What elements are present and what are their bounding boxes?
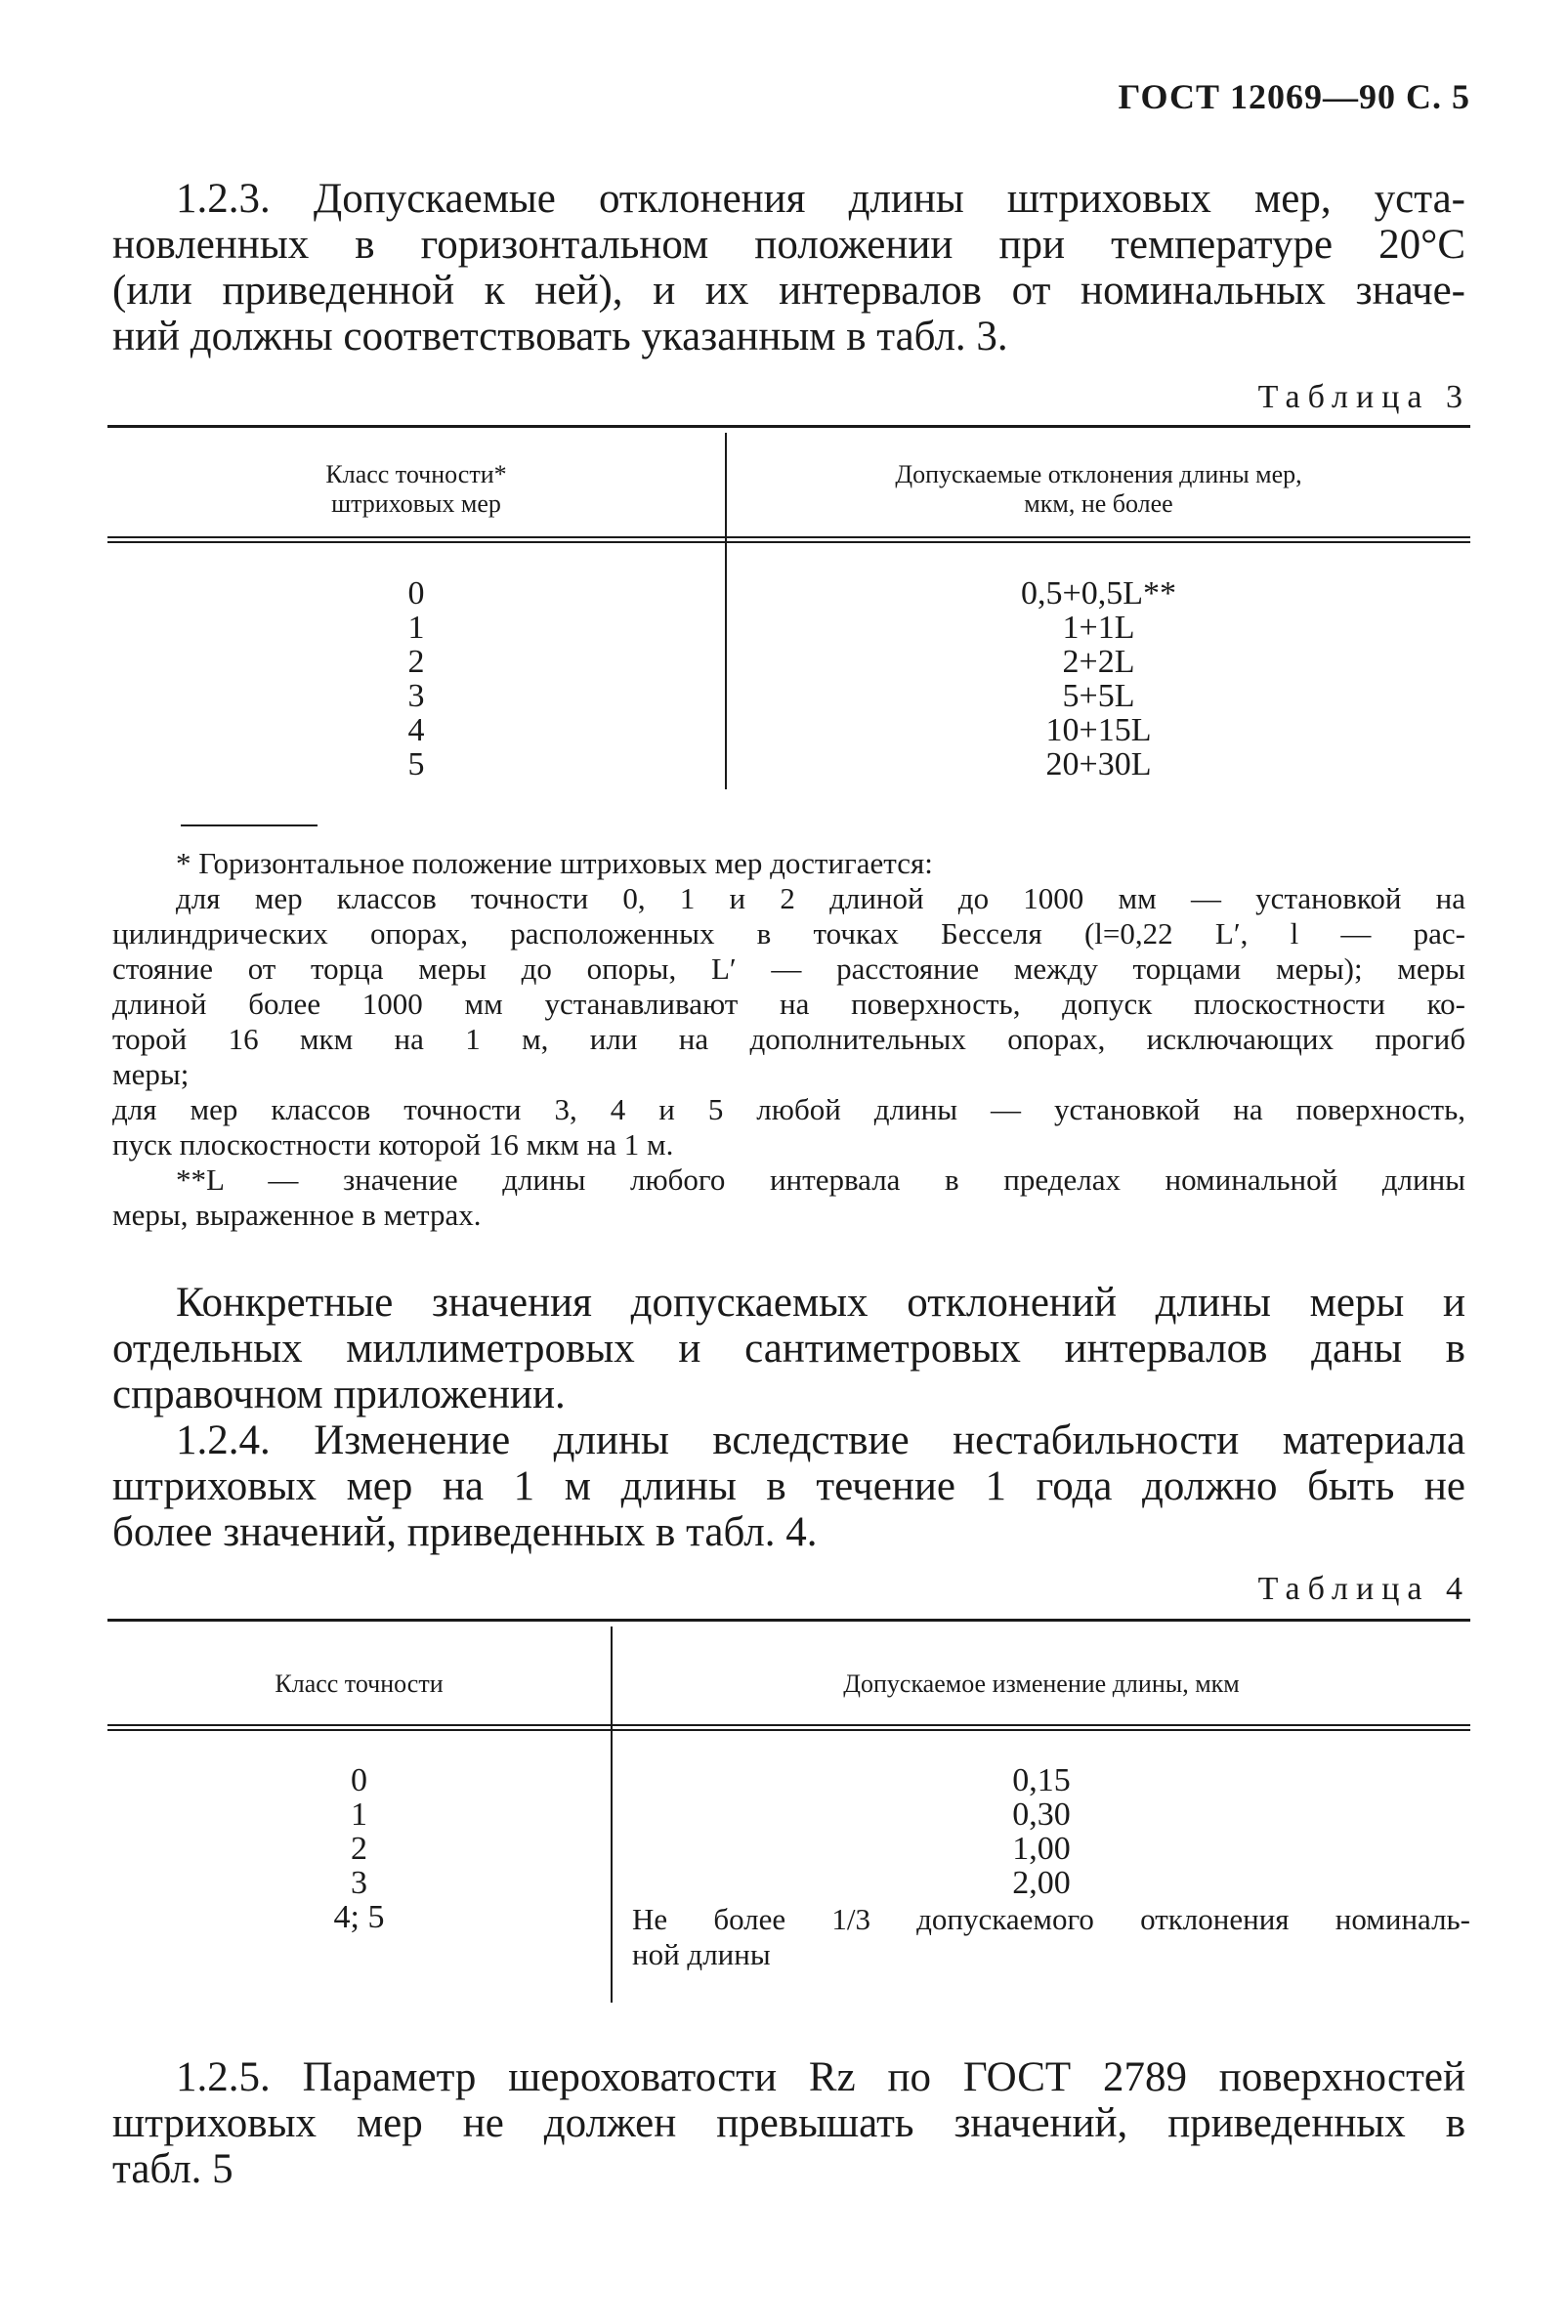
table-4-col1-header: Класс точности bbox=[275, 1669, 444, 1698]
page-header: ГОСТ 12069—90 С. 5 bbox=[1118, 77, 1470, 116]
table-cell-line: Не более 1/3 допускаемого отклонения номиналь- bbox=[632, 1902, 1470, 1936]
table-3-col2-header bbox=[727, 460, 1470, 519]
table-4-value-column bbox=[613, 1763, 1470, 1900]
footnote-line: * Горизонтальное положение штриховых мер достигается: bbox=[176, 846, 933, 880]
footnote-line: пуск плоскостности которой 16 мкм на 1 м. bbox=[112, 1127, 674, 1162]
paragraph-line: штриховых мер не должен превышать значений, приведенных в bbox=[112, 2100, 1465, 2146]
table-cell: 0 bbox=[407, 575, 425, 612]
table-3-class-column bbox=[107, 576, 725, 782]
table-3 bbox=[107, 425, 1470, 796]
footnote-line: **L — значение длины любого интервала в пределах номинальной длины bbox=[176, 1162, 1465, 1197]
paragraph-line: более значений, приведенных в табл. 4. bbox=[112, 1509, 818, 1555]
table-cell: 10+15L bbox=[1045, 712, 1152, 748]
footnote-line: торой 16 мкм на 1 м, или на дополнительных опорах, исключающих прогиб bbox=[112, 1022, 1465, 1056]
footnote-line: стояние от торца меры до опоры, L′ — расстояние между торцами меры); меры bbox=[112, 951, 1465, 986]
table-cell: 2 bbox=[407, 644, 425, 680]
paragraph-line: 1.2.5. Параметр шероховатости Rz по ГОСТ 2789 поверхностей bbox=[176, 2054, 1465, 2100]
table-cell: 0,30 bbox=[1012, 1796, 1071, 1833]
paragraph-line: 1.2.4. Изменение длины вследствие нестабильности материала bbox=[176, 1417, 1465, 1463]
paragraph-1-2-4 bbox=[112, 1417, 1465, 1555]
table-4-last-value bbox=[632, 1902, 1470, 1972]
table-cell: 3 bbox=[407, 678, 425, 714]
table-cell: 1 bbox=[407, 610, 425, 646]
table-cell: 0,15 bbox=[1012, 1762, 1071, 1798]
header-line: Допускаемые отклонения длины мер, bbox=[895, 460, 1302, 488]
table-cell: 20+30L bbox=[1045, 746, 1152, 782]
paragraph-1-2-5 bbox=[112, 2054, 1465, 2192]
table-cell: 5+5L bbox=[1062, 678, 1135, 714]
table-header-rule bbox=[107, 536, 1470, 543]
footnote-line: меры; bbox=[112, 1057, 190, 1091]
paragraph-line: 1.2.3. Допускаемые отклонения длины штриховых мер, уста- bbox=[176, 176, 1465, 222]
footnote-separator bbox=[181, 824, 318, 826]
footnote-line: длиной более 1000 мм устанавливают на поверхность, допуск плоскостности ко- bbox=[112, 987, 1465, 1021]
header-line: Класс точности* bbox=[325, 460, 507, 488]
table-cell: 2+2L bbox=[1062, 644, 1135, 680]
table-3-caption: Таблица 3 bbox=[1257, 379, 1470, 415]
paragraph-line: (или приведенной к ней), и их интервалов от номинальных значе- bbox=[112, 268, 1465, 314]
paragraph-line: табл. 5 bbox=[112, 2146, 233, 2192]
paragraph-concrete-values bbox=[112, 1280, 1465, 1417]
paragraph-line: справочном приложении. bbox=[112, 1372, 566, 1417]
footnote-line: для мер классов точности 0, 1 и 2 длиной до 1000 мм — установкой на bbox=[176, 881, 1465, 915]
table-cell: 1,00 bbox=[1012, 1831, 1071, 1867]
paragraph-1-2-3 bbox=[112, 176, 1465, 359]
paragraph-line: отдельных миллиметровых и сантиметровых интервалов даны в bbox=[112, 1326, 1465, 1372]
table-4-class-column bbox=[107, 1763, 611, 1934]
table-cell: 2,00 bbox=[1012, 1865, 1071, 1901]
footnotes bbox=[112, 846, 1465, 1233]
header-line: штриховых мер bbox=[331, 489, 501, 518]
table-4 bbox=[107, 1619, 1470, 2005]
footnote-line: цилиндрических опорах, расположенных в точках Бесселя (l=0,22 L′, l — рас- bbox=[112, 916, 1465, 951]
paragraph-line: Конкретные значения допускаемых отклонений длины меры и bbox=[176, 1280, 1465, 1326]
table-top-rule bbox=[107, 1619, 1470, 1622]
paragraph-line: штриховых мер на 1 м длины в течение 1 года должно быть не bbox=[112, 1463, 1465, 1509]
paragraph-line: ний должны соответствовать указанным в табл. 3. bbox=[112, 314, 1008, 359]
table-3-value-column bbox=[727, 576, 1470, 782]
table-4-col2-header: Допускаемое изменение длины, мкм bbox=[843, 1669, 1240, 1698]
table-cell: 2 bbox=[351, 1831, 367, 1867]
table-cell: 0,5+0,5L** bbox=[1021, 575, 1176, 612]
table-3-col1-header bbox=[107, 460, 725, 519]
table-cell-line: ной длины bbox=[632, 1937, 771, 1971]
paragraph-line: новленных в горизонтальном положении при температуре 20°С bbox=[112, 222, 1465, 268]
header-line: мкм, не более bbox=[1024, 489, 1173, 518]
table-top-rule bbox=[107, 425, 1470, 428]
table-cell: 4 bbox=[407, 712, 425, 748]
table-cell: 4; 5 bbox=[333, 1899, 385, 1935]
table-cell: 0 bbox=[351, 1762, 367, 1798]
table-header-rule bbox=[107, 1724, 1470, 1731]
table-cell: 3 bbox=[351, 1865, 367, 1901]
table-cell: 1 bbox=[351, 1796, 367, 1833]
table-4-caption: Таблица 4 bbox=[1257, 1571, 1470, 1607]
footnote-line: для мер классов точности 3, 4 и 5 любой длины — установкой на поверхность, bbox=[112, 1092, 1465, 1126]
table-cell: 1+1L bbox=[1062, 610, 1135, 646]
footnote-line: меры, выраженное в метрах. bbox=[112, 1198, 482, 1232]
table-cell: 5 bbox=[407, 746, 425, 782]
